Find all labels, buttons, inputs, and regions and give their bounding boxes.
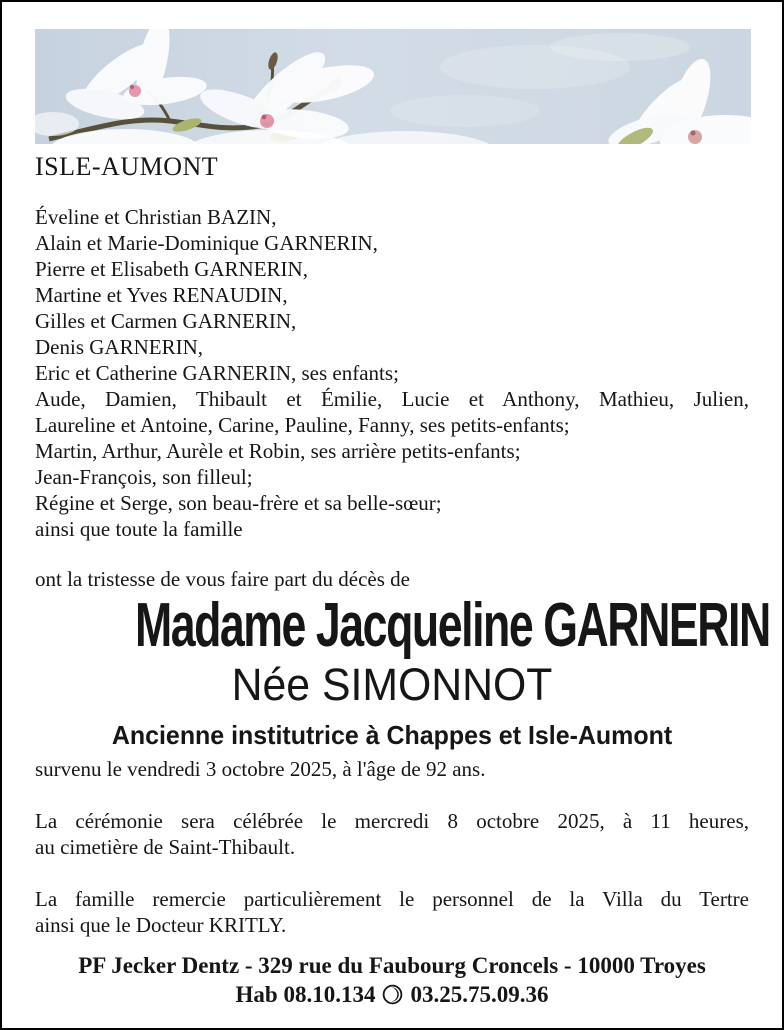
family-line: Denis GARNERIN, — [35, 335, 203, 359]
thanks-line-2: ainsi que le Docteur KRITLY. — [35, 913, 287, 937]
funeral-home-line: PF Jecker Dentz - 329 rue du Faubourg Croncels - 10000 Troyes — [78, 953, 706, 978]
ceremony-line-1: La cérémonie sera célébrée le mercredi 8 octobre 2025, à 11 heures, — [35, 809, 749, 833]
family-line: ainsi que toute la famille — [35, 517, 243, 541]
magnolia-header-image — [35, 29, 751, 144]
hab-number: Hab 08.10.134 — [235, 982, 376, 1007]
thanks-line-1: La famille remercie particulièrement le personnel de la Villa du Tertre — [35, 887, 749, 911]
phone-number: 03.25.75.09.36 — [410, 982, 549, 1007]
family-line: Pierre et Elisabeth GARNERIN, — [35, 257, 308, 281]
profession-line: Ancienne institutrice à Chappes et Isle-Aumont — [111, 720, 673, 750]
maiden-name: Née SIMONNOT — [231, 659, 553, 710]
death-date-line: survenu le vendredi 3 octobre 2025, à l'âge de 92 ans. — [35, 757, 486, 781]
family-line: Laureline et Antoine, Carine, Pauline, Fanny, ses petits-enfants; — [35, 413, 570, 437]
family-line: Aude, Damien, Thibault et Émilie, Lucie et Anthony, Mathieu, Julien, — [35, 387, 749, 411]
family-line: Jean-François, son filleul; — [35, 465, 253, 489]
family-line: Eric et Catherine GARNERIN, ses enfants; — [35, 361, 399, 385]
funeral-home-footer — [35, 951, 749, 1009]
family-line: Alain et Marie-Dominique GARNERIN, — [35, 231, 378, 255]
family-list — [35, 204, 749, 542]
thanks-paragraph — [35, 886, 749, 938]
commune-name: ISLE-AUMONT — [35, 152, 219, 181]
family-line: Régine et Serge, son beau-frère et sa belle-sœur; — [35, 491, 442, 515]
family-line: Martine et Yves RENAUDIN, — [35, 283, 288, 307]
deceased-name: Madame Jacqueline GARNERIN — [134, 591, 770, 660]
telephone-circle-icon — [382, 984, 403, 1005]
family-line: Martin, Arthur, Aurèle et Robin, ses arrière petits-enfants; — [35, 439, 521, 463]
ceremony-paragraph — [35, 808, 749, 860]
family-line: Gilles et Carmen GARNERIN, — [35, 309, 297, 333]
family-line: Éveline et Christian BAZIN, — [35, 205, 277, 229]
ceremony-line-2: au cimetière de Saint-Thibault. — [35, 835, 296, 859]
intro-text: ont la tristesse de vous faire part du décès de — [35, 567, 410, 591]
